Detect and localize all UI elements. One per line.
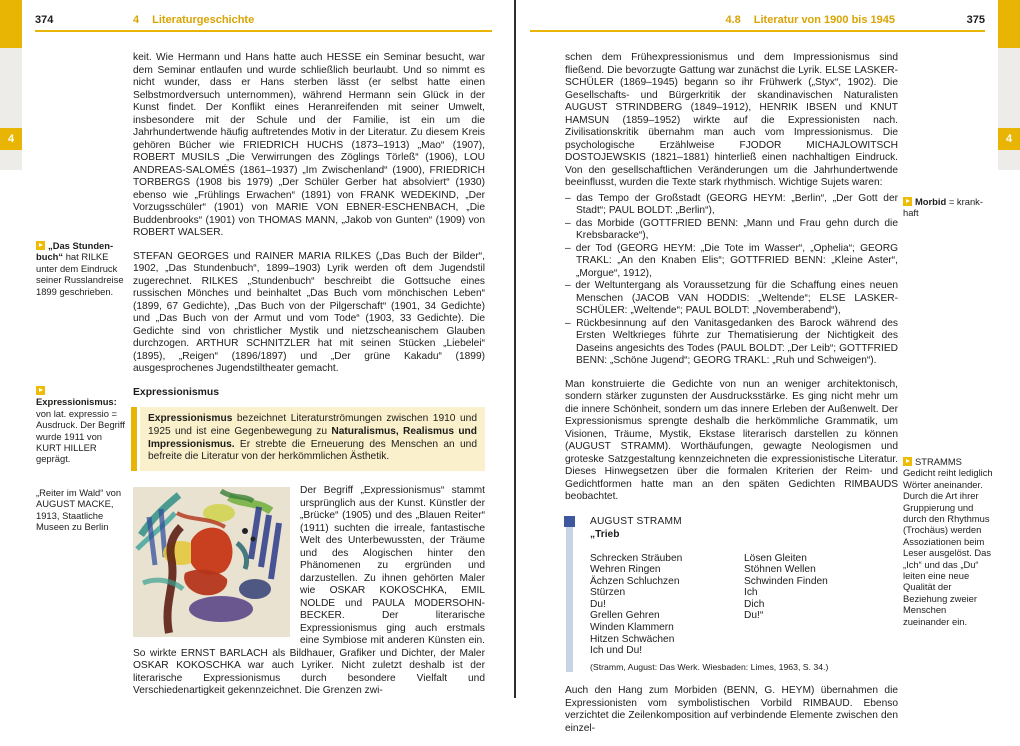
poem-line: Hitzen Schwächen: [590, 633, 675, 645]
margin-note-painting-caption: [36, 487, 126, 533]
note-lead: Morbid: [915, 196, 947, 207]
right-header-rule: [530, 30, 985, 32]
poem-block-trieb: [565, 516, 898, 674]
poem-line: Winden Klammern: [590, 622, 674, 634]
left-chapter-edge-tab: 4: [0, 128, 22, 150]
left-edge-corner-block: [0, 0, 22, 48]
note-text: „Reiter im Wald“ von AUGUST MACKE, 1913, Staatliche Museen zu Berlin: [36, 487, 122, 533]
poem-left-column: [590, 553, 744, 657]
list-item: – Rückbesinnung auf den Vanitasgedanken des Barock während des Ersten Weltkrieges führte zur Thematisierung der Nichtigkeit des Daseins angesichts des Todes (PAUL BOLDT: „Der Leib“; GOTTFRIED BENN: „Schöne Jugend“; GEORG TRAKL: „Ruh und Schweigen“).: [565, 317, 898, 366]
poem-line: Du!“: [744, 610, 764, 622]
note-lead: Expressionismus:: [36, 396, 117, 408]
poem-title: „Trieb: [590, 529, 620, 540]
right-chapter-edge-tab: 4: [998, 128, 1020, 150]
defbox-text: bezeichnet Literaturströmungen zwischen 1910 und 1925 und ist eine Gegenbewegung zu: [148, 413, 477, 437]
poem-author: AUGUST STRAMM: [590, 515, 682, 527]
paragraph: Auch den Hang zum Morbiden (BENN, G. HEYM) übernahmen die Expressionisten vom symbolistischen Vorbild RIMBAUD. Ebenso verzichtet die Zeilenkomposition auf verbindende Elemente zwischen den einzel-: [565, 685, 898, 734]
poem-line: Schrecken Sträuben: [590, 552, 683, 564]
poem-line: Wehren Ringen: [590, 564, 661, 576]
note-arrow-icon: [903, 457, 912, 466]
poem-line: Dich: [744, 598, 765, 610]
sujets-list: [565, 193, 898, 368]
margin-note-stundenbuch: [36, 240, 126, 297]
page-gutter-divider: [514, 0, 516, 698]
right-edge-strip: [998, 48, 1020, 170]
poem-right-column: [744, 553, 898, 657]
right-running-head: [530, 14, 895, 26]
note-text: = krankhaft: [903, 196, 983, 219]
poem-line: Schwinden Finden: [744, 575, 828, 587]
note-text: hat RILKE unter dem Eindruck seiner Russlandreise 1899 geschrieben.: [36, 251, 124, 297]
poem-line: Lösen Gleiten: [744, 552, 807, 564]
note-text: von lat. expressio = Ausdruck. Der Begriff wurde 1911 von KURT HILLER geprägt.: [36, 407, 125, 465]
right-text-column: [565, 52, 898, 746]
poem-side-bar: [566, 517, 573, 673]
paragraph: Man konstruierte die Gedichte von nun an weniger architektonisch, sondern stärker zugunsten der Ausdrucksstärke. Es ging nicht mehr um die innere Schönheit, sondern um das innere Erleben der Außenwelt. Der Expressionismus sprengte deshalb die herkömmliche Grammatik, um Visionen, Träume, Mystik, Ekstase literarisch darstellen zu können (AUGUST STRAMM). Worthäufungen, gewagte Neologismen und groteske Satzgestaltung kennzeichneten die expressionistische Literatur. Dieses Hinwegsetzen über die formalen Kriterien der Reim- und Gedichtformen hatte man an den späten Gedichten RIMBAUDS beobachtet.: [565, 378, 898, 502]
note-arrow-icon: [903, 197, 912, 206]
defbox-bold: Expressionismus: [148, 413, 233, 424]
poem-line: Ich: [744, 587, 758, 599]
poem-line: Grellen Gehren: [590, 610, 660, 622]
left-text-column: [133, 52, 485, 698]
poem-line: Du!: [590, 598, 606, 610]
left-section-title: Literaturgeschichte: [152, 14, 255, 26]
right-page-number: 375: [966, 14, 985, 26]
definition-box: [140, 407, 485, 471]
right-section-title: Literatur von 1900 bis 1945: [753, 14, 895, 26]
paragraph-with-image: [133, 485, 485, 698]
poem-line: Stürzen: [590, 587, 626, 599]
poem-line: Ich und Du!: [590, 645, 643, 657]
note-arrow-icon: [36, 386, 45, 395]
poem-line: Ächzen Schluchzen: [590, 575, 680, 587]
right-edge-corner-block: [998, 0, 1020, 48]
margin-note-morbid: [903, 196, 993, 219]
poem-marker-icon: [564, 516, 575, 527]
paragraph: keit. Wie Hermann und Hans hatte auch HESSE ein Seminar besucht, war dem Seminar entlaufen und wurde schließlich beurlaubt. Und so nimmt es nicht wunder, dass er Hans sterben lässt (er selbst hatte einen Selbstmordversuch unternommen), während Hermann sein Glück in der Kunst findet. Der Konflikt eines Heranreifenden mit seiner Umwelt, insbesondere mit der Schule und der Familie, ist ein um die Jahrhundertwende häufig auftretendes Motiv in der Literatur. Zu diesem Kreis gehören Bücher wie FRIEDRICH HUCHS (1873–1913) „Mao“ (1907), ROBERT MUSILS „Die Verwirrungen des Zöglings Törleß“ (1906), LOU ANDREAS-SALOMÉS (1861–1937) „Im Zwischenland“ (1900), FRIEDRICH TORBERGS (1908 bis 1979) „Der Schüler Gerber hat absolviert“ (1930) ebenso wie „Frühlings Erwachen“ (1891) von FRANK WEDEKIND, „Der Vorzugsschüler“ (1901) von MARIE VON EBNER-ESCHENBACH, „Die Buddenbrooks“ (1901) von THOMAS MANN, „Jakob von Gunten“ (1909) von ROBERT WALSER.: [133, 52, 485, 238]
paragraph: STEFAN GEORGES und RAINER MARIA RILKES („Das Buch der Bilder“, 1902, „Das Stundenbuch“, 1899–1903) Lyrik werden oft dem Jugendstil zugerechnet. RILKES „Stundenbuch“ beschreibt die Gottsuche eines russischen Mönches und beinhaltet „Das Buch vom mönchischen Leben“ (1899, 67 Gedichte), „Das Buch von der Pilgerschaft“ (1901, 34 Gedichte) und „Das Buch von der Armut und vom Tode“ (1903, 33 Gedichte). Die Gedichte sind von christlicher Mystik und nietzscheanischem Glauben durchzogen. ARTHUR SCHNITZLER hat mit seinen Stücken „Liebelei“ (1895), „Reigen“ (1896/1897) und „Der grüne Kakadu“ (1899) ausgesprochenes Jugendstiltheater gemacht.: [133, 250, 485, 374]
left-page-number: 374: [35, 14, 54, 26]
note-lead: „Das Stundenbuch“: [36, 240, 114, 263]
list-item: – das Morbide (GOTTFRIED BENN: „Mann und Frau gehn durch die Krebsbaracke“),: [565, 217, 898, 241]
painting-reiter-im-wald: [133, 487, 290, 637]
note-text: STRAMMS Gedicht reiht lediglich Wörter aneinander. Durch die Art ihrer Gruppierung und durch den Rhythmus (Trochäus) werden Assoziationen beim Leser ausgelöst. Das „Ich“ und das „Du“ leiten eine neue Qualität der Beziehung zweier Menschen zueinander ein.: [903, 456, 993, 627]
paragraph: Der Begriff „Expressionismus“ stammt ursprünglich aus der Kunst. Künstler der „Brücke“ (1905) und des „Blauen Reiter“ (1911) suchten die irreale, fantastische Welt des Unterbewussten, der Träume und des Alogischen hinter den Phänomenen zu ergründen und darzustellen. Zu ihnen gehörten Maler wie OSKAR KOKOSCHKA, EMIL NOLDE und PAULA MODERSOHN-BECKER. Der literarische Expressionismus ging auch erstmals eine Symbiose mit anderen Künsten ein. So wirkte ERNST BARLACH als Bildhauer, Grafiker und Dichter, der Maler OSKAR KOKOSCHKA war auch Lyriker. Nicht zuletzt deshalb ist der literarische Expressionismus durch besondere Vielfalt und Verschiedenartigkeit gekennzeichnet. Die Grenzen zwi-: [133, 485, 485, 697]
left-edge-strip: [0, 48, 22, 170]
paragraph: schen dem Frühexpressionismus und dem Impressionismus sind fließend. Die bevorzugte Gattung war zunächst die Lyrik. ELSE LASKER-SCHÜLER (1869–1945) begann so ihr Frühwerk („Styx“, 1902). Die Gesellschafts- und Bürgerkritik der skandinavischen Naturalisten AUGUST STRINDBERG (1849–1912), HENRIK IBSEN und KNUT HAMSUN (1859–1952) wirkte auf die Expressionisten nach. Zivilisationskritik übernahm man auch vom Impressionismus. Die psychologische Erzählweise FJODOR MICHAJLOWITSCH DOSTOJEWSKIS (1821–1881) hinterließ einen nachhaltigen Eindruck. Von den gesellschaftlichen Veränderungen um die Jahrhundertwende beeinflusst, wurden die Texte stark rhythmisch. Wichtige Sujets waren:: [565, 52, 898, 188]
margin-note-expressionismus: [36, 385, 126, 465]
poem-columns: [590, 553, 898, 657]
poem-citation: (Stramm, August: Das Werk. Wiesbaden: Limes, 1963, S. 34.): [590, 661, 829, 672]
poem-line: Stöhnen Wellen: [744, 564, 816, 576]
list-item: – der Weltuntergang als Voraussetzung für die Schaffung eines neuen Menschen (JACOB VAN HODDIS: „Weltende“; ELSE LASKER-SCHÜLER: „Weltende“; PAUL BOLDT: „Novemberabend“),: [565, 280, 898, 316]
left-running-head: [133, 14, 254, 26]
left-header-rule: [35, 30, 492, 32]
defbox-bold: Naturalismus, Realismus und Impressionismus.: [148, 425, 477, 450]
left-section-number: 4: [133, 14, 140, 26]
margin-note-stramm: [903, 456, 993, 627]
defbox-text: Er strebte die Erneuerung des Menschen an und befreite die Literatur von der herkömmlichen Ästhetik.: [148, 438, 477, 463]
right-section-number: 4.8: [725, 14, 741, 26]
note-arrow-icon: [36, 241, 45, 250]
list-item: – das Tempo der Großstadt (GEORG HEYM: „Berlin“, „Der Gott der Stadt“; PAUL BOLDT: „Berlin“),: [565, 192, 898, 216]
section-heading: Expressionismus: [133, 386, 220, 398]
list-item: – der Tod (GEORG HEYM: „Die Tote im Wasser“, „Ophelia“; GEORG TRAKL: „An den Knaben Elis“; GOTTFRIED BENN: „Kleine Aster“, „Morgue“, 1912),: [565, 242, 898, 279]
